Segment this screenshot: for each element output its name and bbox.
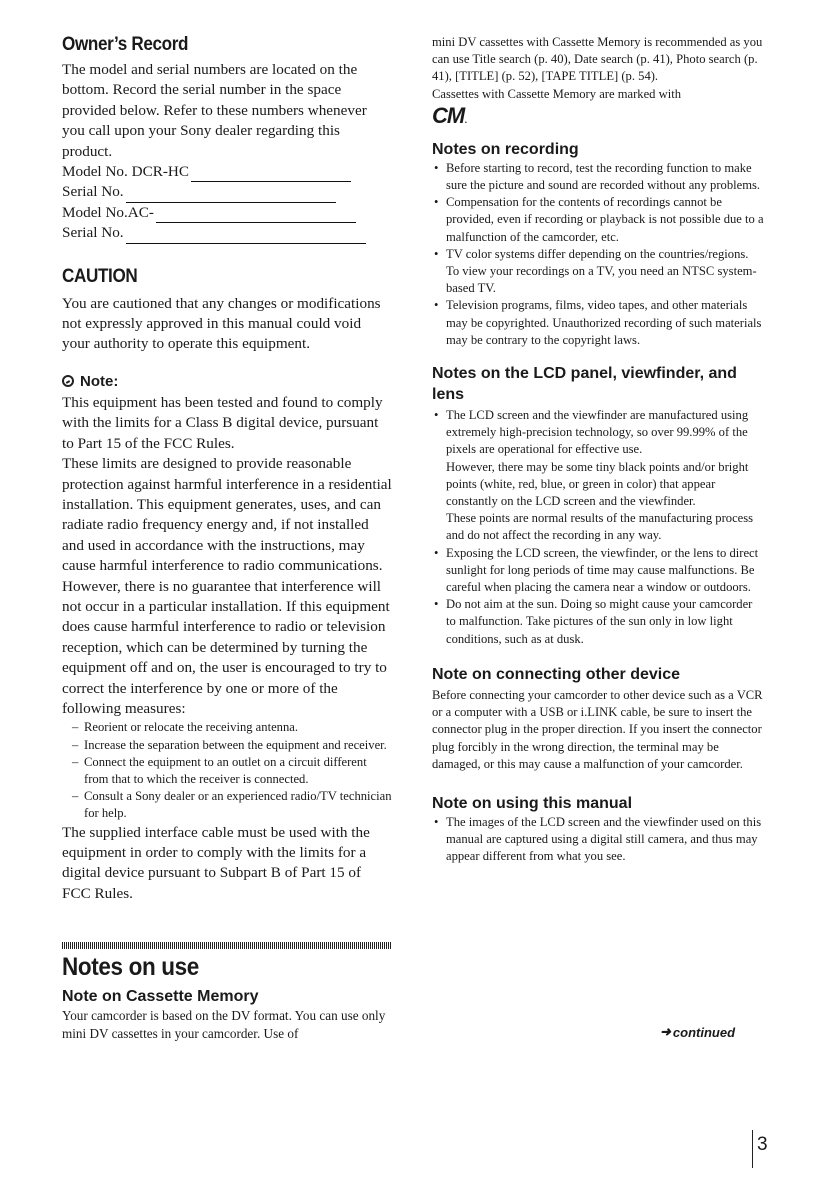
record-blank	[126, 186, 336, 203]
list-item	[432, 407, 764, 545]
manual-list	[432, 814, 764, 866]
page-number: 3	[757, 1134, 768, 1155]
record-field-serial	[62, 182, 392, 202]
record-field-serial-ac	[62, 223, 392, 243]
list-item: • Do not aim at the sun. Doing so might cause your camcorder to malfunction. Take pictures of the sun only in low light conditions, such as at dusk.	[432, 596, 764, 648]
list-item: • Television programs, films, video tapes, and other materials may be copyrighted. Unauthorized recording of such materials may be contrary to the copyright laws.	[432, 297, 764, 349]
arrow-right-icon: ➜	[660, 1024, 671, 1039]
list-item: • Before starting to record, test the recording function to make sure the picture and sound are recorded without any problems.	[432, 160, 764, 194]
cassette-mark-line: Cassettes with Cassette Memory are marked with	[432, 86, 682, 101]
note-icon	[62, 375, 74, 387]
record-field-label: Serial No.	[62, 224, 124, 242]
lcd-item-1c: These points are normal results of the manufacturing process and do not affect the recording in any way.	[446, 511, 754, 543]
cassette-memory-icon: CM	[432, 102, 465, 128]
list-item: • Compensation for the contents of recordings cannot be provided, even if recording or playback is not possible due to a malfunction of the camcorder, etc.	[432, 194, 764, 246]
cassette-memory-heading: Note on Cassette Memory	[62, 988, 259, 1006]
cassette-memory-continued: mini DV cassettes with Cassette Memory is recommended as you can use Title search (p. 40), Date search (p. 41), Photo search (p. 41), [TITLE] (p. 52), [TAPE TITLE] (p. 54).	[432, 35, 763, 84]
right-column	[432, 30, 764, 866]
recording-list	[432, 160, 764, 349]
connecting-heading: Note on connecting other device	[432, 665, 681, 683]
record-blank	[191, 165, 351, 182]
manual-heading: Note on using this manual	[432, 794, 633, 812]
lcd-heading: Notes on the LCD panel, viewfinder, and lens	[432, 365, 737, 404]
note-heading-label: Note:	[80, 372, 119, 390]
note-paragraph-2: These limits are designed to provide reasonable protection against harmful interference in a residential installation. This equipment generates, uses, and can radiate radio frequency energy and, if not installed and used in accordance with the instructions, may cause harmful interference to radio communications. However, there is no guarantee that interference will not occur in a particular installation. If this equipment does cause harmful interference to radio or television reception, which can be determined by turning the equipment off and on, the user is encouraged to try to correct the interference by one or more of the following measures:	[62, 455, 392, 717]
list-item: • TV color systems differ depending on the countries/regions. To view your recordings on a TV, you need an NTSC system-based TV.	[432, 246, 764, 298]
note-measures	[70, 719, 392, 822]
left-column	[62, 30, 392, 1043]
record-fields	[62, 162, 392, 244]
record-field-model-ac	[62, 203, 392, 223]
owners-record-text: The model and serial numbers are located on the bottom. Record the serial number in the space provided below. Refer to these numbers whenever you call upon your Sony dealer regarding this product.	[62, 61, 367, 160]
record-field-label: Serial No.	[62, 183, 124, 201]
caution-text: You are cautioned that any changes or modifications not expressly approved in this manual could void your authority to operate this equipment.	[62, 294, 381, 353]
cassette-memory-text: Your camcorder is based on the DV format. You can use only mini DV cassettes in your camcorder. Use of	[62, 1008, 386, 1042]
cassette-memory-mark: CM.	[432, 102, 468, 128]
owners-record-heading: Owner’s Record	[62, 34, 189, 55]
lcd-list	[432, 407, 764, 648]
note-paragraph-3: The supplied interface cable must be used with the equipment in order to comply with the limits for a digital device pursuant to Subpart B of Part 15 of FCC Rules.	[62, 823, 370, 902]
notes-on-use-heading: Notes on use	[62, 953, 199, 982]
connecting-text: Before connecting your camcorder to other device such as a VCR or a computer with a USB or i.LINK cable, be sure to insert the connector plug in the proper direction. If you insert the connector plug forcibly in the wrong direction, the terminal may be damaged, or this may cause a malfunction of your camcorder.	[432, 687, 763, 771]
record-field-label: Model No. DCR-HC	[62, 163, 189, 181]
caution-heading: CAUTION	[62, 265, 138, 287]
record-blank	[126, 227, 366, 244]
list-item: – Increase the separation between the equipment and receiver.	[70, 737, 392, 754]
recording-heading: Notes on recording	[432, 140, 579, 158]
record-field-label: Model No.AC-	[62, 203, 154, 221]
section-divider	[62, 942, 392, 949]
continued-label: continued	[672, 1024, 736, 1040]
record-field-model	[62, 162, 392, 182]
list-item: • Exposing the LCD screen, the viewfinder, or the lens to direct sunlight for long periods of time may cause malfunctions. Be careful when placing the camera near a window or outdoors.	[432, 545, 764, 597]
lcd-item-1b: However, there may be some tiny black points and/or bright points (white, red, blue, or green in color) that appear constantly on the LCD screen and the viewfinder.	[446, 459, 749, 509]
list-item: – Consult a Sony dealer or an experienced radio/TV technician for help.	[70, 788, 392, 822]
page-number-rule	[752, 1130, 753, 1168]
note-heading	[62, 373, 392, 390]
list-item: • The images of the LCD screen and the viewfinder used on this manual are captured using a digital still camera, and thus may appear different from what you see.	[432, 814, 764, 866]
note-paragraph-1: This equipment has been tested and found to comply with the limits for a Class B digital device, pursuant to Part 15 of the FCC Rules.	[62, 393, 383, 452]
list-item: – Connect the equipment to an outlet on a circuit different from that to which the receiver is connected.	[70, 754, 392, 788]
continued-indicator	[660, 1024, 735, 1040]
record-blank	[156, 206, 356, 223]
lcd-item-1: • The LCD screen and the viewfinder are manufactured using extremely high-precision technology, so over 99.99% of the pixels are operational for effective use.	[446, 408, 749, 457]
list-item: – Reorient or relocate the receiving antenna.	[70, 719, 392, 736]
